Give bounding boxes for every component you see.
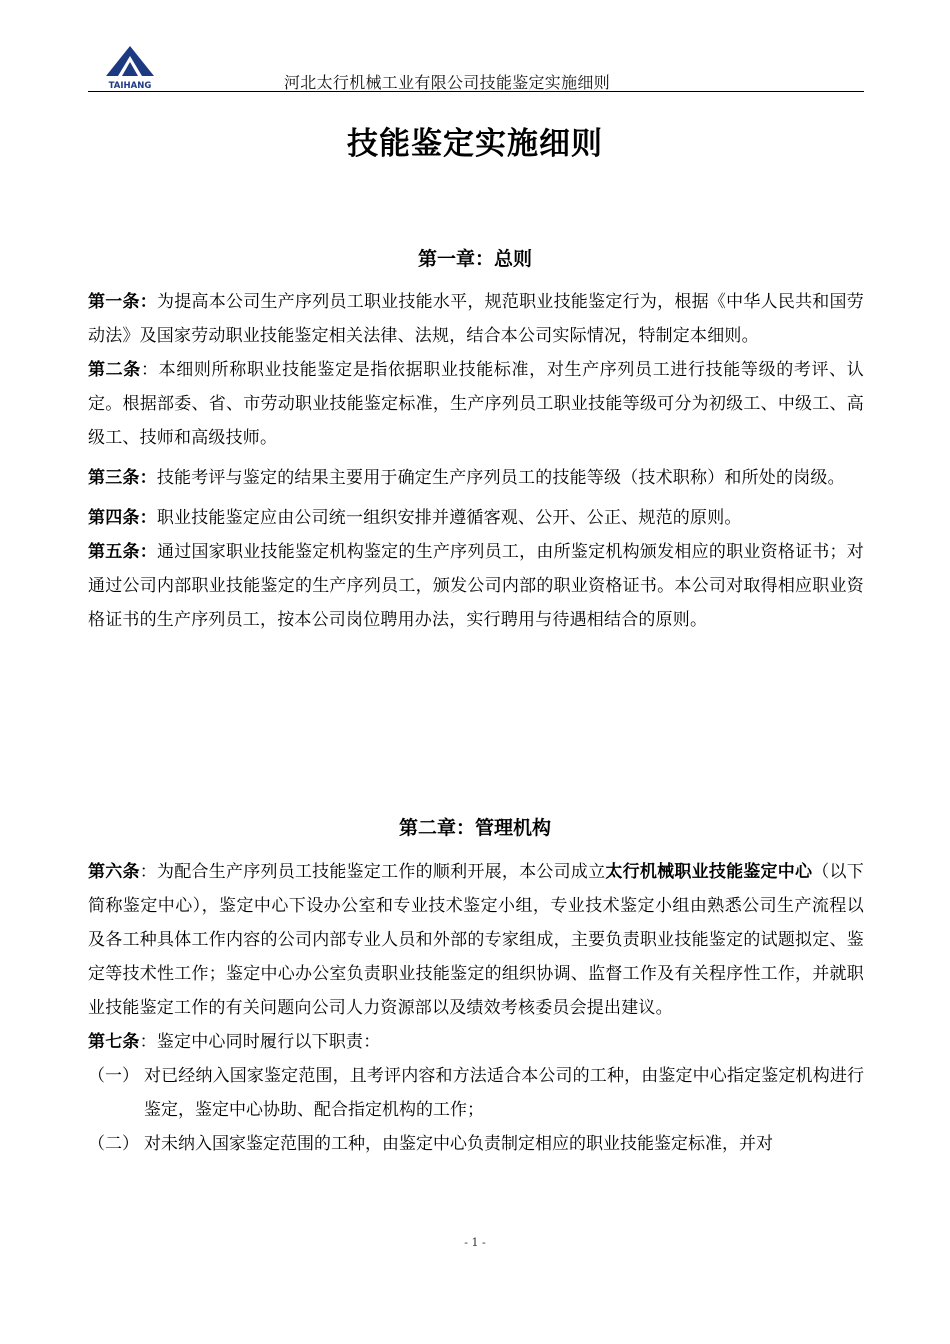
article-text: 为提高本公司生产序列员工职业技能水平，规范职业技能鉴定行为，根据《中华人民共和国劳动法》及国家劳动职业技能鉴定相关法律、法规，结合本公司实际情况，特制定本细则。 — [88, 292, 865, 346]
article-sep: ： — [139, 1032, 157, 1052]
chapter-2-title: 第二章：管理机构 — [398, 817, 551, 839]
page-header — [88, 42, 864, 94]
document-title: 技能鉴定实施细则 — [347, 126, 603, 162]
chapter-1-body — [88, 285, 864, 637]
article-label: 第三条 — [88, 468, 140, 488]
list-item — [88, 1059, 864, 1127]
article-text: 本细则所称职业技能鉴定是指依据职业技能标准，对生产序列员工进行技能等级的考评、认定。根据部委、省、市劳动职业技能鉴定标准，生产序列员工职业技能等级可分为初级工、中级工、高级工、技师和高级技师。 — [88, 360, 865, 448]
header-divider — [88, 91, 864, 92]
article-text-after: （以下简称鉴定中心），鉴定中心下设办公室和专业技术鉴定小组，专业技术鉴定小组由熟悉公司生产流程以及各工种具体工作内容的公司内部专业人员和外部的专家组成，主要负责职业技能鉴定的试题拟定、鉴定等技术性工作；鉴定中心办公室负责职业技能鉴定的组织协调、监督工作及有关程序性工作，并就职业技能鉴定工作的有关问题向公司人力资源部以及绩效考核委员会提出建议。 — [88, 862, 864, 1018]
article-6 — [88, 855, 864, 1025]
article-text: 职业技能鉴定应由公司统一组织安排并遵循客观、公开、公正、规范的原则。 — [156, 508, 742, 528]
appraisal-center-name: 太行机械职业技能鉴定中心 — [605, 862, 813, 882]
article-3 — [88, 461, 864, 495]
article-text-before: 为配合生产序列员工技能鉴定工作的顺利开展，本公司成立 — [156, 862, 606, 882]
article-5 — [88, 535, 864, 637]
article-label: 第六条 — [88, 862, 140, 882]
list-marker: （一） — [88, 1066, 139, 1086]
article-label: 第四条 — [88, 508, 140, 528]
list-marker: （二） — [88, 1134, 139, 1154]
article-label: 第一条 — [88, 292, 140, 312]
taihang-logo-icon — [102, 42, 158, 92]
article-2 — [88, 353, 864, 455]
list-text: 对已经纳入国家鉴定范围，且考评内容和方法适合本公司的工种，由鉴定中心指定鉴定机构进行鉴定，鉴定中心协助、配合指定机构的工作； — [144, 1066, 864, 1120]
article-sep: ： — [139, 468, 157, 488]
article-1 — [88, 285, 864, 353]
article-text: 技能考评与鉴定的结果主要用于确定生产序列员工的技能等级（技术职称）和所处的岗级。 — [156, 468, 845, 488]
article-sep: ： — [139, 542, 157, 562]
article-4 — [88, 501, 864, 535]
chapter-1-title: 第一章：总则 — [417, 248, 532, 270]
chapter-2-body — [88, 855, 864, 1161]
article-sep: ： — [140, 360, 159, 380]
article-sep: ： — [139, 862, 157, 882]
list-text: 对未纳入国家鉴定范围的工种，由鉴定中心负责制定相应的职业技能鉴定标准，并对 — [144, 1134, 773, 1154]
article-sep: ： — [139, 508, 157, 528]
header-title: 河北太行机械工业有限公司技能鉴定实施细则 — [284, 73, 611, 92]
article-label: 第二条 — [88, 360, 141, 380]
article-sep: ： — [139, 292, 157, 312]
page-number: - 1 - — [464, 1236, 486, 1249]
logo-text: TAIHANG — [108, 81, 152, 91]
article-label: 第五条 — [88, 542, 140, 562]
article-label: 第七条 — [88, 1032, 140, 1052]
taihang-logo — [102, 42, 158, 92]
article-7 — [88, 1025, 864, 1059]
article-text: 鉴定中心同时履行以下职责： — [156, 1032, 381, 1052]
article-text: 通过国家职业技能鉴定机构鉴定的生产序列员工，由所鉴定机构颁发相应的职业资格证书；对通过公司内部职业技能鉴定的生产序列员工，颁发公司内部的职业资格证书。本公司对取得相应职业资格证书的生产序列员工，按本公司岗位聘用办法，实行聘用与待遇相结合的原则。 — [88, 542, 865, 630]
list-item — [88, 1127, 864, 1161]
